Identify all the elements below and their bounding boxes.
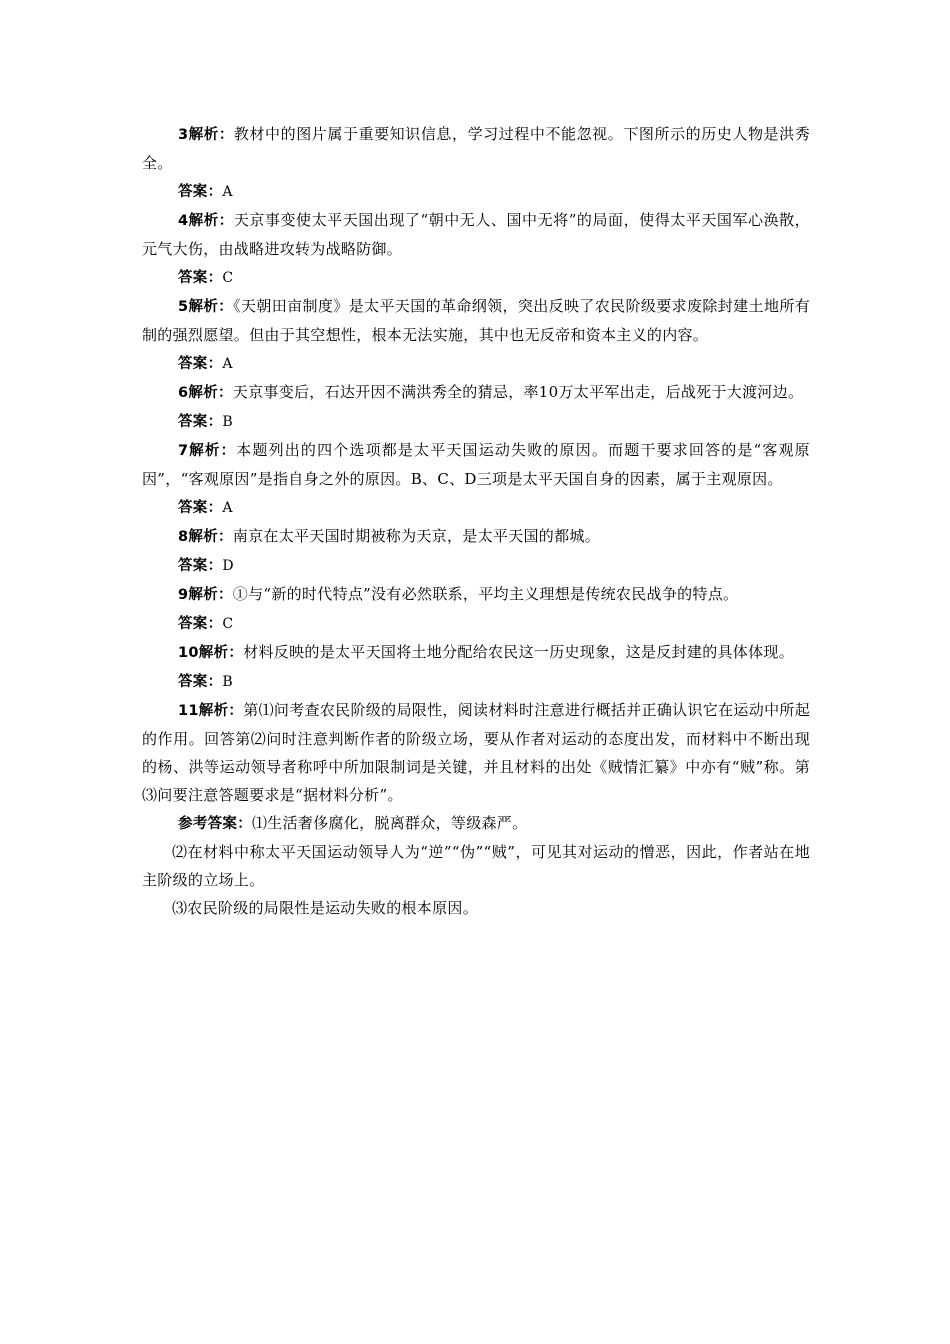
analysis-paragraph bbox=[142, 580, 810, 609]
analysis-paragraph bbox=[142, 638, 810, 667]
analysis-label: 解析： bbox=[198, 703, 244, 719]
question-number: 11 bbox=[178, 703, 199, 719]
answer-label: 答案： bbox=[178, 414, 223, 430]
analysis-label: 解析： bbox=[188, 299, 234, 315]
answer-line bbox=[142, 667, 810, 696]
analysis-text: 材料反映的是太平天国将土地分配给农民这一历史现象，这是反封建的具体体现。 bbox=[243, 643, 794, 661]
analysis-paragraph bbox=[142, 292, 810, 349]
answer-line bbox=[142, 609, 810, 638]
answer-value: D bbox=[222, 558, 234, 574]
reference-answer-label: 参考答案： bbox=[178, 816, 252, 832]
analysis-paragraph bbox=[142, 696, 810, 809]
answer-label: 答案： bbox=[178, 558, 223, 574]
analysis-label: 解析： bbox=[188, 385, 233, 401]
question-number: 3 bbox=[178, 127, 189, 143]
analysis-text: 《天朝田亩制度》是太平天国的革命纲领，突出反映了农民阶级要求废除封建土地所有制的强烈愿望。但由于其空想性，根本无法实施，其中也无反帝和资本主义的内容。 bbox=[142, 297, 811, 344]
question-number: 8 bbox=[178, 529, 189, 545]
answer-label: 答案： bbox=[178, 270, 223, 286]
analysis-text: 第⑴问考查农民阶级的局限性，阅读材料时注意进行概括并正确认识它在运动中所起的作用。回答第⑵问时注意判断作者的阶级立场，要从作者对运动的态度出发，而材料中不断出现的杨、洪等运动领导者称呼中所加限制词是关键，并且材料的出处《贼情汇纂》中亦有“贼”称。第⑶问要注意答题要求是“据材料分析”。 bbox=[142, 701, 811, 804]
answer-value: B bbox=[222, 674, 233, 690]
analysis-paragraph bbox=[142, 378, 810, 407]
answer-label: 答案： bbox=[178, 674, 223, 690]
reference-answer-line bbox=[142, 809, 810, 838]
answer-line bbox=[142, 551, 810, 580]
reference-answer-part-1: ⑴生活奢侈腐化，脱离群众，等级森严。 bbox=[252, 814, 528, 832]
answer-key-page bbox=[142, 120, 810, 922]
analysis-paragraph bbox=[142, 522, 810, 551]
answer-value: C bbox=[222, 270, 234, 286]
analysis-text: ①与“新的时代特点”没有必然联系，平均主义理想是传统农民战争的特点。 bbox=[232, 585, 739, 603]
analysis-paragraph bbox=[142, 436, 810, 493]
analysis-text: 教材中的图片属于重要知识信息，学习过程中不能忽视。下图所示的历史人物是洪秀全。 bbox=[142, 125, 810, 172]
answer-line bbox=[142, 177, 810, 206]
analysis-label: 解析： bbox=[188, 213, 234, 229]
answer-value: B bbox=[222, 414, 233, 430]
analysis-text: 南京在太平天国时期被称为天京，是太平天国的都城。 bbox=[232, 527, 600, 545]
question-number: 5 bbox=[178, 299, 189, 315]
answer-line bbox=[142, 263, 810, 292]
answer-line bbox=[142, 407, 810, 436]
answer-line bbox=[142, 493, 810, 522]
answer-value: A bbox=[222, 500, 233, 516]
analysis-label: 解析： bbox=[188, 443, 237, 459]
answer-value: A bbox=[222, 184, 233, 200]
answer-line bbox=[142, 349, 810, 378]
reference-answer-part-3: ⑶农民阶级的局限性是运动失败的根本原因。 bbox=[172, 899, 479, 917]
analysis-paragraph bbox=[142, 120, 810, 177]
answer-label: 答案： bbox=[178, 616, 223, 632]
answer-value: A bbox=[222, 356, 233, 372]
answer-label: 答案： bbox=[178, 184, 223, 200]
answer-label: 答案： bbox=[178, 500, 223, 516]
analysis-label: 解析： bbox=[198, 645, 244, 661]
question-number: 6 bbox=[178, 385, 189, 401]
question-number: 9 bbox=[178, 587, 189, 603]
question-number: 7 bbox=[178, 443, 189, 459]
answer-label: 答案： bbox=[178, 356, 223, 372]
reference-answer-part-2: ⑵在材料中称太平天国运动领导人为“逆”“伪”“贼”，可见其对运动的憎恶，因此，作者站在地主阶级的立场上。 bbox=[142, 843, 810, 889]
analysis-text: 天京事变后，石达开因不满洪秀全的猜忌，率10万太平军出走，后战死于大渡河边。 bbox=[232, 383, 804, 401]
answer-value: C bbox=[222, 616, 234, 632]
analysis-label: 解析： bbox=[188, 529, 233, 545]
analysis-label: 解析： bbox=[188, 587, 233, 603]
question-number: 4 bbox=[178, 213, 189, 229]
analysis-text: 本题列出的四个选项都是太平天国运动失败的原因。而题干要求回答的是“客观原因”，“客观原因”是指自身之外的原因。B、C、D三项是太平天国自身的因素，属于主观原因。 bbox=[142, 441, 810, 488]
analysis-label: 解析： bbox=[188, 127, 234, 143]
question-number: 10 bbox=[178, 645, 199, 661]
analysis-text: 天京事变使太平天国出现了“朝中无人、国中无将”的局面，使得太平天国军心涣散，元气大伤，由战略进攻转为战略防御。 bbox=[142, 211, 810, 258]
analysis-paragraph bbox=[142, 206, 810, 263]
